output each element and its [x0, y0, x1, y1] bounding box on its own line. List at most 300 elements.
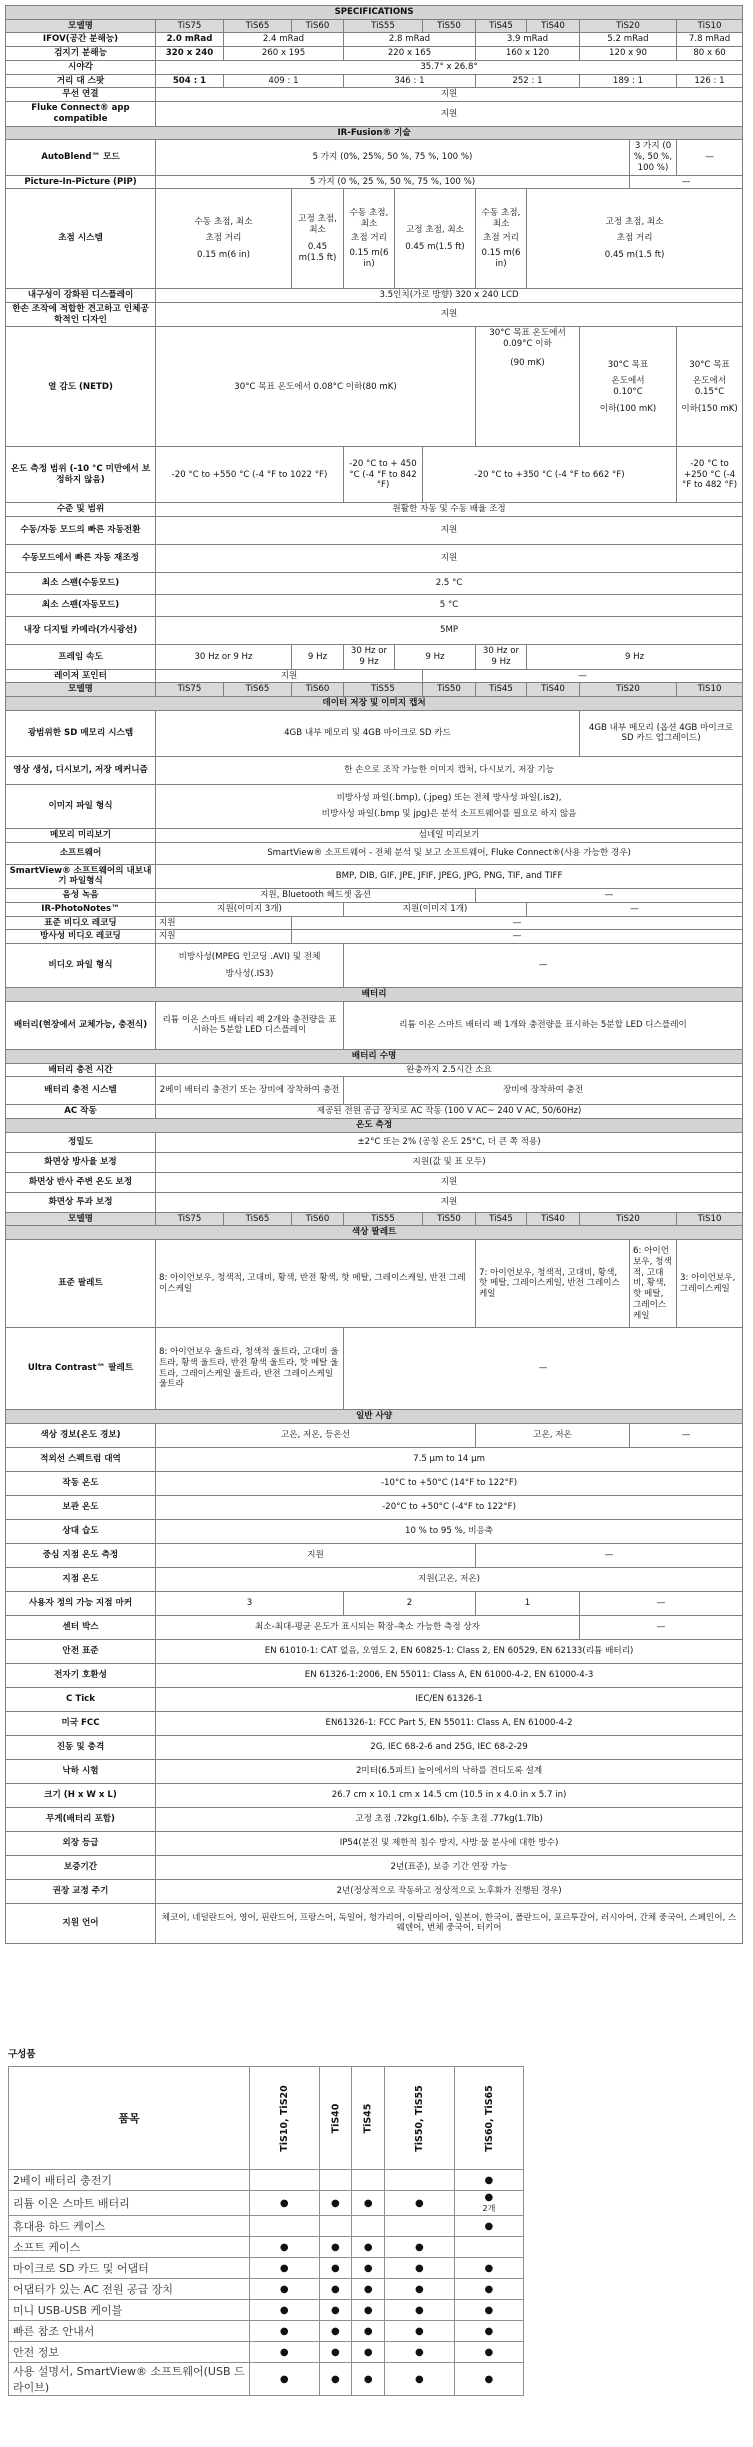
frame-value: 9 Hz	[395, 645, 476, 669]
component-mark	[454, 2342, 524, 2363]
focus-value: 고정 초점, 최소 0.45 m(1.5 ft)	[292, 189, 344, 289]
component-mark	[454, 2279, 524, 2300]
memory-label: 광범위한 SD 메모리 시스템	[6, 710, 156, 756]
palette-section: 색상 팔레트	[6, 1226, 743, 1240]
review-label: 메모리 미리보기	[6, 828, 156, 842]
color-alarm-value: 고온, 저온	[476, 1423, 630, 1447]
laser-value: —	[423, 669, 743, 683]
accuracy-value: ±2°C 또는 2% (공칭 온도 25°C, 더 큰 쪽 적용)	[156, 1132, 743, 1152]
component-row	[9, 2300, 524, 2321]
component-mark	[319, 2258, 352, 2279]
center-box-label: 센터 박스	[6, 1615, 156, 1639]
minspan-manual-value: 2.5 °C	[156, 573, 743, 595]
safety-label: 안전 표준	[6, 1639, 156, 1663]
component-mark	[385, 2170, 455, 2191]
temp-section: 온도 측정	[6, 1118, 743, 1132]
photonotes-value: —	[527, 902, 743, 916]
model-name: TiS45	[476, 1212, 527, 1226]
component-mark	[319, 2363, 352, 2396]
autoswitch-label: 수동/자동 모드의 빠른 자동전환	[6, 517, 156, 545]
model-name: TiS50	[423, 19, 476, 33]
model-label: 모델명	[6, 683, 156, 697]
component-item: 사용 설명서, SmartView® 소프트웨어(USB 드라이브)	[9, 2363, 250, 2396]
pip-label: Picture-In-Picture (PIP)	[6, 175, 156, 189]
included-dot: ●	[484, 2192, 494, 2203]
component-item: 2베이 배터리 충전기	[9, 2170, 250, 2191]
drop-value: 2미터(6.5피트) 높이에서의 낙하를 견디도록 설계	[156, 1759, 743, 1783]
included-dot: ●	[363, 2346, 373, 2358]
irfusion-section: IR-Fusion® 기술	[6, 126, 743, 140]
component-mark	[250, 2363, 320, 2396]
ds-value: 252 : 1	[476, 74, 580, 88]
image-format-value: 비방사성 파일(.bmp), (.jpeg) 또는 전체 방사성 파일(.is2), 비방사성 파일(.bmp 및 jpg)은 분석 소프트웨어를 필요로 하지 않음	[156, 784, 743, 828]
model-name: TiS40	[527, 683, 580, 697]
languages-label: 지원 언어	[6, 1903, 156, 1943]
export-label: SmartView® 소프트웨어의 내보내기 파일형식	[6, 864, 156, 888]
model-name: TiS10	[677, 683, 743, 697]
ac-value: 제공된 전원 공급 장치로 AC 작동 (100 V AC~ 240 V AC, 50/60Hz)	[156, 1105, 743, 1119]
included-dot: ●	[363, 2197, 373, 2209]
charge-time-label: 배터리 충전 시간	[6, 1063, 156, 1077]
size-label: 크기 (H x W x L)	[6, 1783, 156, 1807]
included-dot: ●	[484, 2325, 494, 2337]
components-title: 구성품	[8, 2049, 36, 2060]
ds-label: 거리 대 스팟	[6, 74, 156, 88]
ifov-value: 2.4 mRad	[224, 33, 344, 47]
memory-value: 4GB 내부 메모리 및 4GB 마이크로 SD 카드	[156, 710, 580, 756]
autoblend-value: 5 가지 (0%, 25%, 50 %, 75 %, 100 %)	[156, 140, 630, 175]
component-mark	[352, 2191, 385, 2216]
autorescale-label: 수동모드에서 빠른 자동 재조정	[6, 545, 156, 573]
included-dot: ●	[279, 2304, 289, 2316]
range-label: 온도 측정 범위 (-10 °C 미만에서 보정하지 않음)	[6, 447, 156, 503]
component-mark	[250, 2342, 320, 2363]
included-dot: ●	[484, 2304, 494, 2316]
model-name: TiS10	[677, 19, 743, 33]
included-dot: ●	[279, 2283, 289, 2295]
photonotes-label: IR-PhotoNotes™	[6, 902, 156, 916]
included-dot: ●	[279, 2197, 289, 2209]
component-mark	[250, 2279, 320, 2300]
component-mark	[454, 2258, 524, 2279]
included-dot: ●	[415, 2325, 424, 2337]
component-mark	[385, 2321, 455, 2342]
component-mark	[319, 2216, 352, 2237]
range-value: -20 °C to +350 °C (-4 °F to 662 °F)	[423, 447, 677, 503]
lcd-label: 내구성이 강화된 디스플레이	[6, 289, 156, 303]
spot-temp-label: 지점 온도	[6, 1567, 156, 1591]
ctick-value: IEC/EN 61326-1	[156, 1687, 743, 1711]
netd-value: 30°C 목표 온도에서 0.09°C 이하 (90 mK)	[476, 327, 580, 447]
model-name: TiS40	[527, 19, 580, 33]
included-dot: ●	[415, 2373, 424, 2385]
bg-temp-value: 지원	[156, 1172, 743, 1192]
center-box-value: —	[580, 1615, 743, 1639]
component-mark	[385, 2279, 455, 2300]
component-row	[9, 2321, 524, 2342]
included-dot: ●	[484, 2174, 494, 2186]
model-name: TiS20	[580, 1212, 677, 1226]
charge-time-value: 완충까지 2.5시간 소요	[156, 1063, 743, 1077]
detector-label: 검지기 분해능	[6, 47, 156, 61]
markers-value: —	[580, 1591, 743, 1615]
camera-value: 5MP	[156, 617, 743, 645]
image-format-label: 이미지 파일 형식	[6, 784, 156, 828]
component-mark	[454, 2300, 524, 2321]
component-mark	[454, 2237, 524, 2258]
ds-value: 346 : 1	[344, 74, 476, 88]
laser-label: 레이저 포인터	[6, 669, 156, 683]
component-mark	[319, 2170, 352, 2191]
video-format-value: 비방사성(MPEG 인코딩 .AVI) 및 전체 방사성(.IS3)	[156, 944, 344, 988]
ds-value: 409 : 1	[224, 74, 344, 88]
op-temp-label: 작동 온도	[6, 1471, 156, 1495]
components-header-item: 품목	[9, 2067, 250, 2170]
included-dot: ●	[279, 2373, 289, 2385]
std-palette-value: 3: 아이언보우, 그레이스케일	[677, 1240, 743, 1328]
focus-label: 초점 시스템	[6, 189, 156, 289]
ds-value: 504 : 1	[156, 74, 224, 88]
included-dot: ●	[363, 2262, 373, 2274]
components-header-model: TiS45	[352, 2067, 385, 2170]
frame-label: 프레임 속도	[6, 645, 156, 669]
model-name: TiS60	[292, 683, 344, 697]
video-format-value: —	[344, 944, 743, 988]
ultra-palette-value: —	[344, 1328, 743, 1410]
components-header-model: TiS50, TiS55	[385, 2067, 455, 2170]
component-mark	[454, 2170, 524, 2191]
included-dot: ●	[279, 2346, 289, 2358]
drop-label: 낙하 시험	[6, 1759, 156, 1783]
ifov-value: 7.8 mRad	[677, 33, 743, 47]
component-mark	[319, 2237, 352, 2258]
autoswitch-value: 지원	[156, 517, 743, 545]
focus-value: 수동 초점, 최소 초점 거리 0.15 m(6 in)	[156, 189, 292, 289]
wireless-label: 무선 연결	[6, 88, 156, 102]
included-dot: ●	[331, 2373, 340, 2385]
component-mark	[352, 2237, 385, 2258]
export-value: BMP, DIB, GIF, JPE, JFIF, JPEG, JPG, PNG, TIF, and TIFF	[156, 864, 743, 888]
component-mark	[250, 2170, 320, 2191]
frame-value: 30 Hz or 9 Hz	[344, 645, 395, 669]
color-alarm-value: 고온, 저온, 등온선	[156, 1423, 476, 1447]
component-mark	[250, 2216, 320, 2237]
battery-life-section: 배터리 수명	[6, 1049, 743, 1063]
component-mark	[352, 2321, 385, 2342]
software-value: SmartView® 소프트웨어 - 전체 분석 및 보고 소프트웨어, Fluke Connect®(사용 가능한 경우)	[156, 842, 743, 864]
component-item: 빠른 참조 안내서	[9, 2321, 250, 2342]
fov-value: 35.7° x 26.8°	[156, 60, 743, 74]
component-mark	[385, 2300, 455, 2321]
vibration-value: 2G, IEC 68-2-6 and 25G, IEC 68-2-29	[156, 1735, 743, 1759]
memory-value: 4GB 내부 메모리 (옵션 4GB 마이크로 SD 카드 업그레이드)	[580, 710, 743, 756]
ac-label: AC 작동	[6, 1105, 156, 1119]
spot-temp-value: 지원(고온, 저온)	[156, 1567, 743, 1591]
voice-value: —	[476, 889, 743, 903]
model-name: TiS20	[580, 19, 677, 33]
specifications-table	[5, 5, 743, 1944]
component-mark	[250, 2258, 320, 2279]
model-name: TiS60	[292, 1212, 344, 1226]
focus-value: 수동 초점, 최소 초점 거리 0.15 m(6 in)	[476, 189, 527, 289]
rad-video-value: 지원	[156, 930, 292, 944]
ergo-value: 지원	[156, 303, 743, 327]
model-label: 모델명	[6, 1212, 156, 1226]
included-dot: ●	[279, 2241, 289, 2253]
component-mark	[319, 2279, 352, 2300]
autoblend-label: AutoBlend™ 모드	[6, 140, 156, 175]
autoblend-value: 3 가지 (0 %, 50 %, 100 %)	[630, 140, 677, 175]
emissivity-label: 화면상 방사율 보정	[6, 1152, 156, 1172]
detector-value: 120 x 90	[580, 47, 677, 61]
camera-label: 내장 디지털 카메라(가시광선)	[6, 617, 156, 645]
included-dot: ●	[331, 2283, 340, 2295]
fca-label: Fluke Connect® app compatible	[6, 102, 156, 126]
emissivity-value: 지원(값 및 표 모두)	[156, 1152, 743, 1172]
component-row	[9, 2342, 524, 2363]
battery-section: 배터리	[6, 988, 743, 1002]
enclosure-label: 외장 등급	[6, 1831, 156, 1855]
included-dot: ●	[415, 2262, 424, 2274]
component-mark	[454, 2363, 524, 2396]
component-row	[9, 2237, 524, 2258]
component-mark	[454, 2216, 524, 2237]
ergo-label: 한손 조작에 적합한 견고하고 인체공학적인 디자인	[6, 303, 156, 327]
focus-value: 수동 초점, 최소 초점 거리 0.15 m(6 in)	[344, 189, 395, 289]
ctick-label: C Tick	[6, 1687, 156, 1711]
component-row	[9, 2363, 524, 2396]
model-name: TiS55	[344, 19, 423, 33]
component-mark	[385, 2237, 455, 2258]
ifov-label: IFOV(공간 분해능)	[6, 33, 156, 47]
center-box-value: 최소-최대-평균 온도가 표시되는 확장-축소 가능한 측정 상자	[156, 1615, 580, 1639]
detector-value: 320 x 240	[156, 47, 224, 61]
component-mark	[352, 2363, 385, 2396]
model-name: TiS75	[156, 1212, 224, 1226]
component-item: 마이크로 SD 카드 및 어댑터	[9, 2258, 250, 2279]
included-dot: ●	[331, 2262, 340, 2274]
center-point-value: —	[476, 1543, 743, 1567]
ultra-palette-value: 8: 아이언보우 울트라, 청색적 울트라, 고대비 울트라, 황색 울트라, 반전 황색 울트라, 핫 메탈 울트라, 그레이스케일 울트라, 반전 그레이스케일 울트라	[156, 1328, 344, 1410]
component-mark	[250, 2191, 320, 2216]
model-name: TiS65	[224, 683, 292, 697]
included-dot: ●	[484, 2220, 494, 2232]
component-mark	[385, 2191, 455, 2216]
std-video-label: 표준 비디오 레코딩	[6, 916, 156, 930]
level-label: 수준 및 범위	[6, 503, 156, 517]
safety-value: EN 61010-1: CAT 없음, 오염도 2, EN 60825-1: Class 2, EN 60529, EN 62133(리튬 배터리)	[156, 1639, 743, 1663]
review-value: 섬네일 미리보기	[156, 828, 743, 842]
charge-system-value: 장비에 장착하여 충전	[344, 1077, 743, 1105]
lcd-value: 3.5인치(가로 방향) 320 x 240 LCD	[156, 289, 743, 303]
model-name: TiS10	[677, 1212, 743, 1226]
component-mark	[385, 2342, 455, 2363]
laser-value: 지원	[156, 669, 423, 683]
rad-video-label: 방사성 비디오 레코딩	[6, 930, 156, 944]
warranty-label: 보증기간	[6, 1855, 156, 1879]
included-dot: ●	[484, 2262, 494, 2274]
fov-label: 시야각	[6, 60, 156, 74]
autoblend-value: —	[677, 140, 743, 175]
model-name: TiS55	[344, 683, 423, 697]
component-row	[9, 2258, 524, 2279]
included-dot: ●	[331, 2304, 340, 2316]
battery-value: 리튬 이온 스마트 배터리 팩 2개와 충전량을 표시하는 5분할 LED 디스플레이	[156, 1001, 344, 1049]
components-header-model: TiS60, TiS65	[454, 2067, 524, 2170]
frame-value: 9 Hz	[527, 645, 743, 669]
included-dot: ●	[363, 2325, 373, 2337]
netd-value: 30°C 목표 온도에서 0.15°C 이하(150 mK)	[677, 327, 743, 447]
component-mark	[385, 2258, 455, 2279]
detector-value: 260 x 195	[224, 47, 344, 61]
component-mark	[319, 2321, 352, 2342]
model-name: TiS45	[476, 683, 527, 697]
component-item: 미니 USB-USB 케이블	[9, 2300, 250, 2321]
std-palette-value: 6: 아이언보우, 청색적, 고대비, 황색, 핫 메탈, 그레이스케일	[630, 1240, 677, 1328]
component-note: 2개	[482, 2204, 496, 2213]
model-label: 모델명	[6, 19, 156, 33]
size-value: 26.7 cm x 10.1 cm x 14.5 cm (10.5 in x 4.0 in x 5.7 in)	[156, 1783, 743, 1807]
model-name: TiS20	[580, 683, 677, 697]
std-palette-value: 8: 아이언보우, 청색적, 고대비, 황색, 반전 황색, 핫 메탈, 그레이스케일, 반전 그레이스케일	[156, 1240, 476, 1328]
photonotes-value: 지원(이미지 1개)	[344, 902, 527, 916]
general-section: 일반 사양	[6, 1410, 743, 1424]
markers-label: 사용자 정의 가능 지점 마커	[6, 1591, 156, 1615]
included-dot: ●	[279, 2325, 289, 2337]
transmission-value: 지원	[156, 1192, 743, 1212]
ds-value: 189 : 1	[580, 74, 677, 88]
detector-value: 220 x 165	[344, 47, 476, 61]
fcc-label: 미국 FCC	[6, 1711, 156, 1735]
spectral-label: 적외선 스펙트럼 대역	[6, 1447, 156, 1471]
storage-temp-label: 보관 온도	[6, 1495, 156, 1519]
accuracy-label: 정밀도	[6, 1132, 156, 1152]
std-palette-value: 7: 아이언보우, 청색적, 고대비, 황색, 핫 메탈, 그레이스케일, 반전 그레이스케일	[476, 1240, 630, 1328]
netd-value: 30°C 목표 온도에서 0.10°C 이하(100 mK)	[580, 327, 677, 447]
vibration-label: 진동 및 충격	[6, 1735, 156, 1759]
software-label: 소프트웨어	[6, 842, 156, 864]
component-mark	[352, 2342, 385, 2363]
model-name: TiS45	[476, 19, 527, 33]
color-alarm-value: —	[630, 1423, 743, 1447]
std-video-value: —	[292, 916, 743, 930]
included-dot: ●	[363, 2241, 373, 2253]
included-dot: ●	[331, 2197, 340, 2209]
bg-temp-label: 화면상 반사 주변 온도 보정	[6, 1172, 156, 1192]
component-mark	[250, 2237, 320, 2258]
op-temp-value: -10°C to +50°C (14°F to 122°F)	[156, 1471, 743, 1495]
included-dot: ●	[484, 2283, 494, 2295]
component-mark	[352, 2300, 385, 2321]
autorescale-value: 지원	[156, 545, 743, 573]
components-table	[8, 2066, 524, 2396]
component-row	[9, 2279, 524, 2300]
storage-temp-value: -20°C to +50°C (-4°F to 122°F)	[156, 1495, 743, 1519]
component-item: 리튬 이온 스마트 배터리	[9, 2191, 250, 2216]
model-name: TiS50	[423, 1212, 476, 1226]
component-mark	[250, 2321, 320, 2342]
range-value: -20 °C to +250 °C (-4 °F to 482 °F)	[677, 447, 743, 503]
component-mark	[319, 2300, 352, 2321]
emc-label: 전자기 호환성	[6, 1663, 156, 1687]
humidity-value: 10 % to 95 %, 비응축	[156, 1519, 743, 1543]
included-dot: ●	[484, 2373, 494, 2385]
markers-value: 2	[344, 1591, 476, 1615]
component-item: 휴대용 하드 케이스	[9, 2216, 250, 2237]
component-row	[9, 2191, 524, 2216]
enclosure-value: IP54(분진 및 제한적 침수 방지, 사방 물 분사에 대한 방수)	[156, 1831, 743, 1855]
std-palette-label: 표준 팔레트	[6, 1240, 156, 1328]
markers-value: 1	[476, 1591, 580, 1615]
included-dot: ●	[363, 2373, 373, 2385]
data-capture-section: 데이터 저장 및 이미지 캡처	[6, 697, 743, 711]
included-dot: ●	[331, 2325, 340, 2337]
weight-value: 고정 초점 .72kg(1.6lb), 수동 초점 .77kg(1.7lb)	[156, 1807, 743, 1831]
spectral-value: 7.5 μm to 14 μm	[156, 1447, 743, 1471]
minspan-auto-label: 최소 스팬(자동모드)	[6, 595, 156, 617]
ifov-value: 5.2 mRad	[580, 33, 677, 47]
weight-label: 무게(배터리 포함)	[6, 1807, 156, 1831]
included-dot: ●	[279, 2262, 289, 2274]
minspan-manual-label: 최소 스팬(수동모드)	[6, 573, 156, 595]
component-row	[9, 2216, 524, 2237]
fcc-value: EN61326-1: FCC Part 5, EN 55011: Class A, EN 61000-4-2	[156, 1711, 743, 1735]
component-mark	[319, 2342, 352, 2363]
voice-value: 지원, Bluetooth 헤드셋 옵션	[156, 889, 476, 903]
ifov-value: 2.8 mRad	[344, 33, 476, 47]
component-mark	[454, 2191, 524, 2216]
spec-title: SPECIFICATIONS	[6, 6, 743, 20]
included-dot: ●	[331, 2241, 340, 2253]
ifov-value: 3.9 mRad	[476, 33, 580, 47]
battery-value: 리튬 이온 스마트 배터리 팩 1개와 충전량을 표시하는 5분할 LED 디스플레이	[344, 1001, 743, 1049]
component-item: 어댑터가 있는 AC 전원 공급 장치	[9, 2279, 250, 2300]
range-value: -20 °C to + 450 °C (-4 °F to 842 °F)	[344, 447, 423, 503]
languages-value: 체코어, 네덜란드어, 영어, 핀란드어, 프랑스어, 독일어, 헝가리어, 이탈리아어, 일본어, 한국어, 폴란드어, 포르투갈어, 러시아어, 간체 중국어, 스페인어, 스웨덴어, 번체 중국어, 터키어	[156, 1903, 743, 1943]
pip-value: 5 가지 (0 %, 25 %, 50 %, 75 %, 100 %)	[156, 175, 630, 189]
model-name: TiS65	[224, 19, 292, 33]
fca-value: 지원	[156, 102, 743, 126]
range-value: -20 °C to +550 °C (-4 °F to 1022 °F)	[156, 447, 344, 503]
focus-value: 고정 초점, 최소 0.45 m(1.5 ft)	[395, 189, 476, 289]
component-mark	[352, 2279, 385, 2300]
center-point-value: 지원	[156, 1543, 476, 1567]
component-mark	[352, 2170, 385, 2191]
included-dot: ●	[415, 2197, 424, 2209]
calibration-label: 권장 교정 주기	[6, 1879, 156, 1903]
charge-system-value: 2베이 배터리 충전기 또는 장비에 장착하여 충전	[156, 1077, 344, 1105]
included-dot: ●	[484, 2346, 494, 2358]
component-mark	[250, 2300, 320, 2321]
component-item: 안전 정보	[9, 2342, 250, 2363]
level-value: 원활한 자동 및 수동 배율 조정	[156, 503, 743, 517]
transmission-label: 화면상 투과 보정	[6, 1192, 156, 1212]
model-name: TiS65	[224, 1212, 292, 1226]
warranty-value: 2년(표준), 보증 기간 연장 가능	[156, 1855, 743, 1879]
emc-value: EN 61326-1:2006, EN 55011: Class A, EN 61000-4-2, EN 61000-4-3	[156, 1663, 743, 1687]
component-mark	[454, 2321, 524, 2342]
included-dot: ●	[415, 2283, 424, 2295]
model-name: TiS75	[156, 683, 224, 697]
component-mark	[385, 2216, 455, 2237]
component-mark	[352, 2258, 385, 2279]
component-mark	[385, 2363, 455, 2396]
detector-value: 80 x 60	[677, 47, 743, 61]
components-header-model: TiS10, TiS20	[250, 2067, 320, 2170]
minspan-auto-value: 5 °C	[156, 595, 743, 617]
photonotes-value: 지원(이미지 3개)	[156, 902, 344, 916]
ds-value: 126 : 1	[677, 74, 743, 88]
